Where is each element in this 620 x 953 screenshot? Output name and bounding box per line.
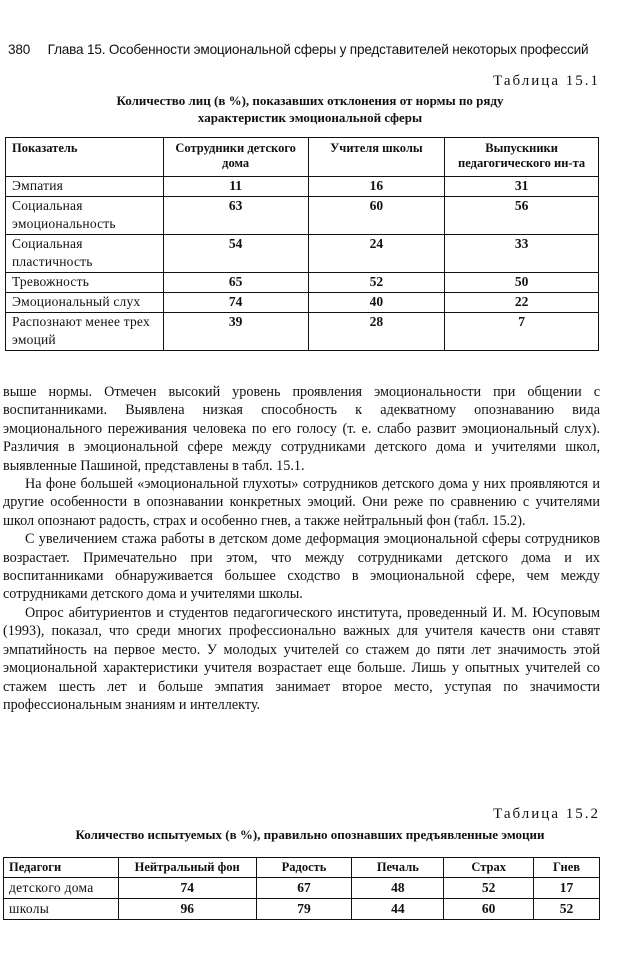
table-row [6, 313, 599, 351]
table1-caption-line2: характеристик эмоциональной сферы [197, 110, 423, 125]
table2-caption: Количество испытуемых (в %), правильно опознавших предъявленные эмоции [75, 827, 545, 842]
cell-value: 67 [256, 878, 352, 899]
row-label: Распознают менее трех эмоций [6, 313, 164, 351]
paragraph: С увеличением стажа работы в детском доме деформация эмоциональной сферы сотрудников возрастает. Примечательно при этом, что между сотрудниками детского дома и их воспитанниками обнаруживается большее сходство в эмоциональной сфере, чем между сотрудниками детского дома и учителями школы. [3, 531, 600, 603]
cell-value: 52 [444, 878, 534, 899]
cell-value: 74 [118, 878, 256, 899]
cell-value: 39 [163, 313, 308, 351]
table2-header: Гнев [534, 858, 600, 878]
row-label: Эмпатия [6, 177, 164, 197]
cell-value: 28 [308, 313, 445, 351]
paragraph: Опрос абитуриентов и студентов педагогического института, проведенный И. М. Юсуповым (1993), показал, что среди многих профессионально важных для учителя качеств они ставят эмпатийность на первое место. У молодых учителей со стажем до пяти лет значимость этой эмоциональной характеристики учителя возрастает еще больше. Лишь у опытных учителей со стажем шесть лет и больше эмпатия занимает второе место, уступая по значимости профессиональным знаниям и интеллекту. [3, 604, 600, 713]
cell-value: 50 [445, 273, 599, 293]
row-label: школы [4, 899, 119, 920]
row-label: Тревожность [6, 273, 164, 293]
cell-value: 17 [534, 878, 600, 899]
cell-value: 60 [444, 899, 534, 920]
cell-value: 16 [308, 177, 445, 197]
table1-header: Выпускники педагогического ин-та [445, 138, 599, 177]
cell-value: 96 [118, 899, 256, 920]
cell-value: 44 [352, 899, 444, 920]
body-text [3, 383, 600, 714]
cell-value: 63 [163, 197, 308, 235]
cell-value: 60 [308, 197, 445, 235]
table2-header: Нейтральный фон [118, 858, 256, 878]
cell-value: 48 [352, 878, 444, 899]
table2 [3, 857, 600, 920]
table2-header: Страх [444, 858, 534, 878]
table1-caption [20, 92, 600, 126]
table-row [6, 293, 599, 313]
table2-label: Таблица 15.2 [493, 806, 600, 822]
paragraph: На фоне большей «эмоциональной глухоты» сотрудников детского дома у них проявляются и другие особенности в опознавании конкретных эмоций. Они реже по сравнению с учителями школ опознают радость, страх и особенно гнев, а также нейтральный фон (табл. 15.2). [3, 476, 600, 529]
table-row [6, 273, 599, 293]
cell-value: 54 [163, 235, 308, 273]
table1-header: Сотрудники детского дома [163, 138, 308, 177]
table-row [6, 197, 599, 235]
table-row [4, 899, 600, 920]
table-row [6, 235, 599, 273]
table2-header: Педагоги [4, 858, 119, 878]
cell-value: 52 [534, 899, 600, 920]
cell-value: 7 [445, 313, 599, 351]
paragraph: выше нормы. Отмечен высокий уровень проявления эмоциональности при общении с воспитанниками. Выявлена низкая способность к адекватному опознаванию вида эмоционального переживания человека по его голосу (т. е. слабо развит эмоциональный слух). Различия в эмоциональной сфере между сотрудниками детского дома и учителями школ, выявленные Пашиной, представлены в табл. 15.1. [3, 384, 600, 474]
table2-header: Радость [256, 858, 352, 878]
table1-label: Таблица 15.1 [493, 73, 600, 89]
table1-header-row [6, 138, 599, 177]
page-header [8, 42, 604, 57]
cell-value: 79 [256, 899, 352, 920]
table1-caption-line1: Количество лиц (в %), показавших отклонения от нормы по ряду [116, 93, 504, 108]
table2-header: Печаль [352, 858, 444, 878]
row-label: Социальная эмоциональность [6, 197, 164, 235]
table-row [4, 878, 600, 899]
cell-value: 33 [445, 235, 599, 273]
cell-value: 74 [163, 293, 308, 313]
cell-value: 31 [445, 177, 599, 197]
cell-value: 11 [163, 177, 308, 197]
page-number: 380 [8, 42, 31, 57]
cell-value: 22 [445, 293, 599, 313]
table1 [5, 137, 599, 351]
chapter-title: Глава 15. Особенности эмоциональной сферы у представителей некоторых профессий [47, 42, 589, 57]
row-label: детского дома [4, 878, 119, 899]
table-row [6, 177, 599, 197]
row-label: Социальная пластичность [6, 235, 164, 273]
row-label: Эмоциональный слух [6, 293, 164, 313]
cell-value: 24 [308, 235, 445, 273]
cell-value: 65 [163, 273, 308, 293]
table2-header-row [4, 858, 600, 878]
cell-value: 56 [445, 197, 599, 235]
table1-header: Учителя школы [308, 138, 445, 177]
table1-header: Показатель [6, 138, 164, 177]
cell-value: 52 [308, 273, 445, 293]
cell-value: 40 [308, 293, 445, 313]
